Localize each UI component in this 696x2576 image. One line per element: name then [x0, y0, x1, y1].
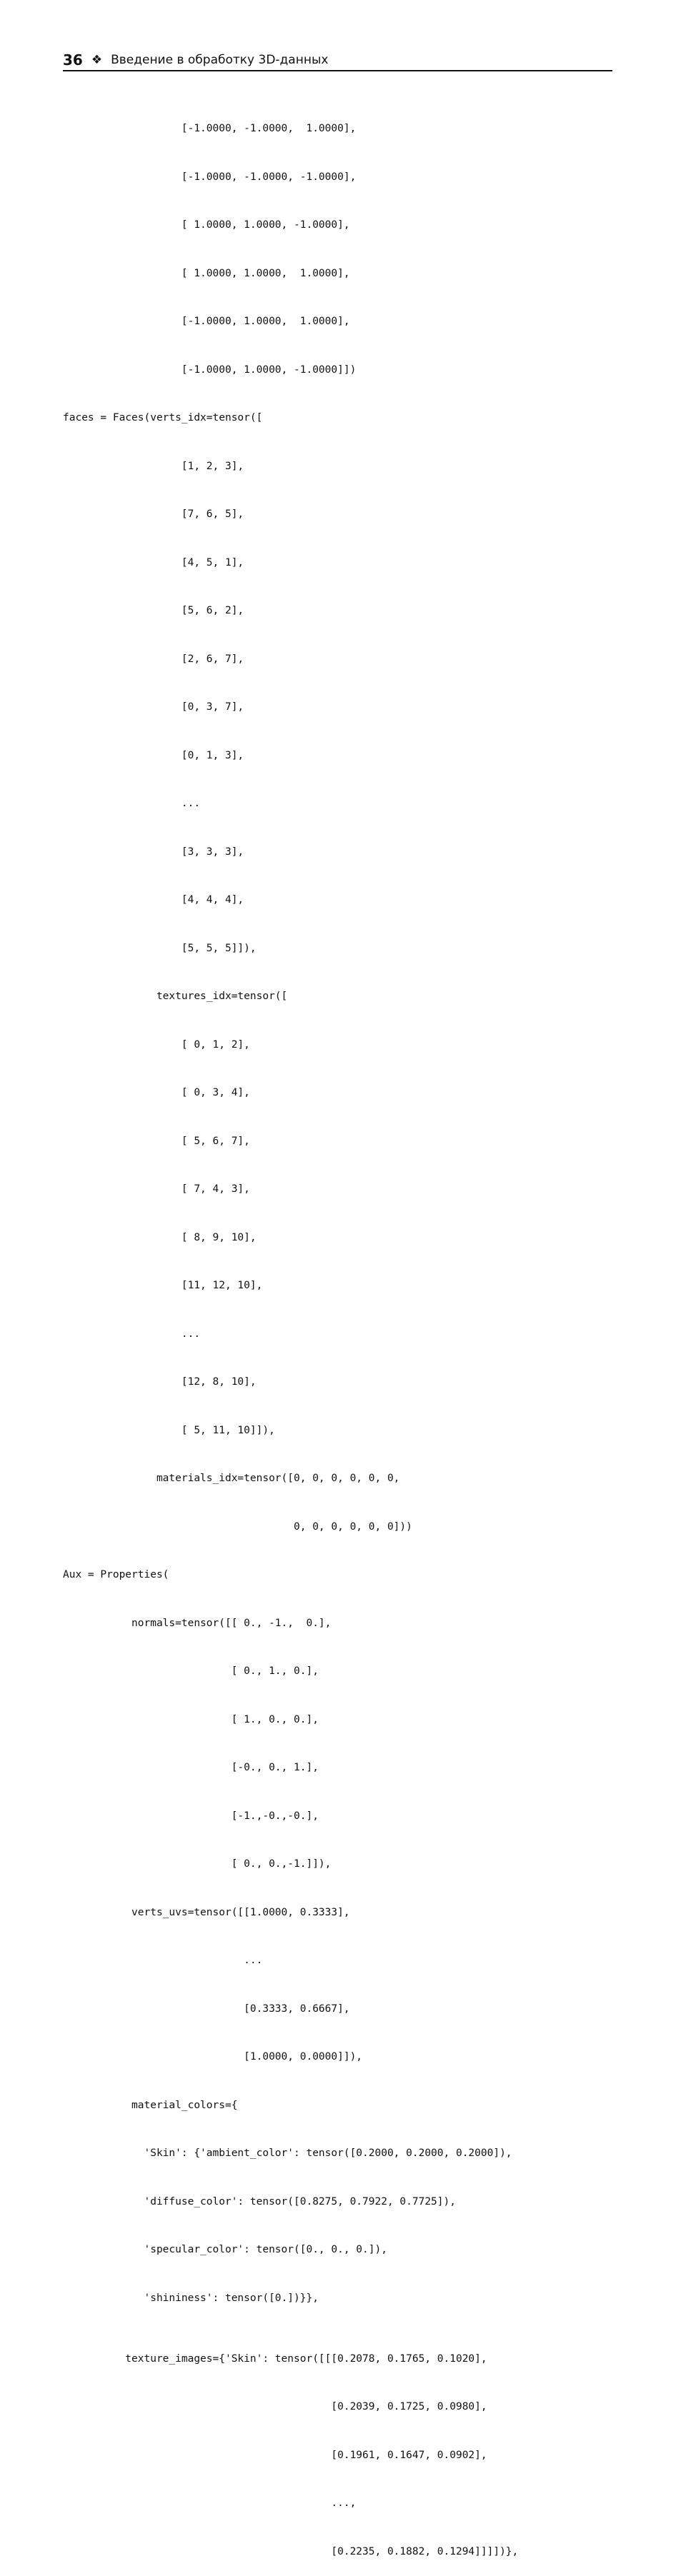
code-line: normals=tensor([[ 0., -1., 0.],	[63, 1617, 332, 1629]
code-line: [ 0, 3, 4],	[63, 1087, 250, 1098]
code-line: [3, 3, 3],	[63, 846, 244, 858]
code-line: 0, 0, 0, 0, 0, 0]))	[63, 1520, 412, 1533]
code-line: [-1.,-0.,-0.],	[63, 1810, 319, 1822]
code-line: [12, 8, 10],	[63, 1376, 257, 1388]
code-line: [ 0., 0.,-1.]]),	[63, 1858, 332, 1870]
code-line: [0.1961, 0.1647, 0.0902],	[63, 2449, 487, 2461]
page-number: 36	[63, 51, 83, 69]
code-line: [1.0000, 0.0000]]),	[63, 2051, 363, 2063]
code-line: [2, 6, 7],	[63, 653, 244, 665]
code-line: [0, 3, 7],	[63, 701, 244, 713]
code-listing	[63, 89, 518, 2576]
code-line: [ 1., 0., 0.],	[63, 1713, 319, 1725]
code-line: [-0., 0., 1.],	[63, 1762, 319, 1773]
code-line: [5, 5, 5]]),	[63, 942, 257, 954]
code-line: materials_idx=tensor([0, 0, 0, 0, 0, 0,	[63, 1473, 400, 1484]
code-line: [-1.0000, -1.0000, 1.0000],	[63, 123, 357, 134]
ornament-icon: ❖	[91, 53, 103, 67]
code-line: [5, 6, 2],	[63, 605, 244, 616]
code-line: 'shininess': tensor([0.])}},	[63, 2292, 319, 2304]
code-line: [0.3333, 0.6667],	[63, 2003, 350, 2015]
code-line: [-1.0000, 1.0000, 1.0000],	[63, 316, 350, 327]
code-line: [-1.0000, -1.0000, -1.0000],	[63, 171, 357, 183]
code-line: [ 1.0000, 1.0000, -1.0000],	[63, 219, 350, 231]
chapter-title: Введение в обработку 3D-данных	[111, 53, 329, 67]
code-line: ...	[63, 1955, 263, 1966]
code-line: [ 5, 11, 10]]),	[63, 1424, 275, 1436]
code-line: [ 5, 6, 7],	[63, 1135, 250, 1147]
code-line: [ 7, 4, 3],	[63, 1183, 250, 1195]
code-line: 'diffuse_color': tensor([0.8275, 0.7922, 0.7725]),	[63, 2195, 456, 2207]
code-line: [4, 5, 1],	[63, 556, 244, 568]
code-line: Aux = Properties(	[63, 1569, 169, 1580]
code-line: ...	[63, 798, 201, 809]
code-line: faces = Faces(verts_idx=tensor([	[63, 412, 263, 424]
code-line: verts_uvs=tensor([[1.0000, 0.3333],	[63, 1906, 350, 1918]
code-line: [-1.0000, 1.0000, -1.0000]])	[63, 364, 357, 376]
code-line: [ 0, 1, 2],	[63, 1038, 250, 1051]
code-line: [ 8, 9, 10],	[63, 1231, 257, 1243]
code-line: [ 1.0000, 1.0000, 1.0000],	[63, 267, 350, 279]
code-line: ...	[63, 1328, 201, 1340]
code-line: [0, 1, 3],	[63, 749, 244, 761]
code-line: [7, 6, 5],	[63, 508, 244, 520]
code-line: 'specular_color': tensor([0., 0., 0.]),	[63, 2244, 387, 2255]
code-line: [0.2235, 0.1882, 0.1294]]]])},	[63, 2545, 519, 2557]
code-line: 'Skin': {'ambient_color': tensor([0.2000, 0.2000, 0.2000]),	[63, 2147, 512, 2159]
code-line: ...,	[63, 2497, 357, 2509]
code-line: [1, 2, 3],	[63, 460, 244, 472]
code-line: textures_idx=tensor([	[63, 991, 288, 1002]
code-line: texture_images={'Skin': tensor([[[0.2078, 0.1765, 0.1020],	[63, 2352, 487, 2365]
running-head	[63, 50, 612, 71]
code-line: [ 0., 1., 0.],	[63, 1665, 319, 1677]
code-line: material_colors={	[63, 2099, 238, 2111]
code-line: [11, 12, 10],	[63, 1280, 263, 1291]
code-line: [0.2039, 0.1725, 0.0980],	[63, 2401, 487, 2412]
code-line: [4, 4, 4],	[63, 894, 244, 906]
